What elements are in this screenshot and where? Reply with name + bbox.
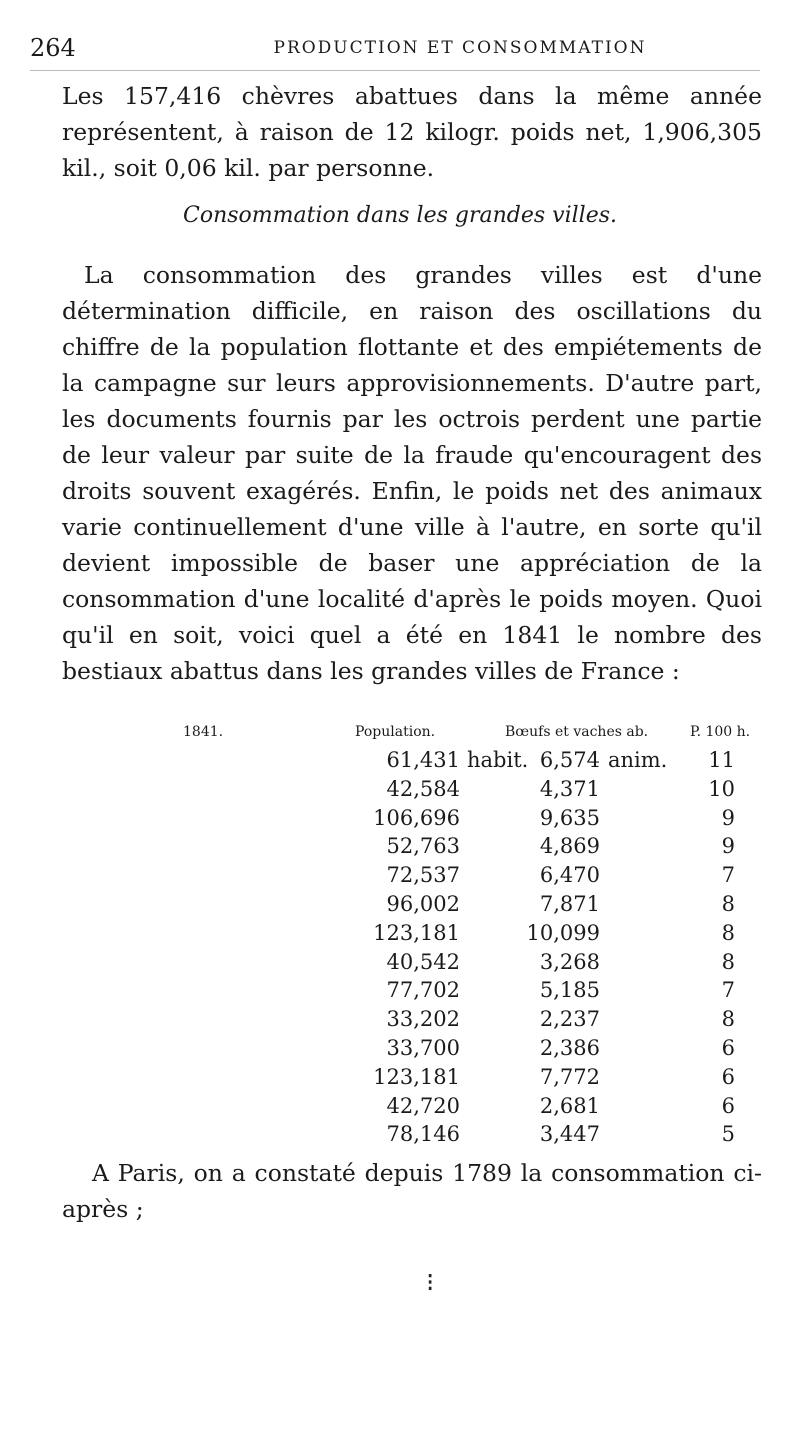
table-row [0, 1094, 800, 1123]
population-value: 33,700 [386, 1035, 460, 1060]
table-row [0, 950, 800, 979]
population-value: 106,696 [373, 805, 460, 830]
per-100-value: 11 [708, 748, 735, 772]
paragraph-goats: Les 157,416 chèvres abattues dans la même année représentent, à raison de 12 kilogr. poids net, 1,906,305 kil., soit 0,06 kil. par personne. [62, 82, 762, 182]
header-year: 1841. [183, 724, 224, 740]
table-row [0, 806, 800, 835]
header-oxen: Bœufs et vaches ab. [505, 724, 649, 740]
population-value: 72,537 [386, 863, 460, 888]
oxen-value: 9,635 [539, 805, 600, 830]
population-value: 42,584 [386, 776, 460, 801]
per-100-value: 7 [721, 863, 735, 888]
table-row [0, 978, 800, 1007]
oxen-value: 3,268 [539, 949, 600, 974]
table-row [0, 1065, 800, 1094]
population-value: 40,542 [386, 949, 460, 974]
population-value: 52,763 [386, 834, 460, 859]
page-number: 264 [30, 34, 76, 62]
paragraph-cities: La consommation des grandes villes est d'une détermination difficile, en raison des oscillations du chiffre de la population flottante et des empiétements de la campagne sur leurs approvisionnements. D'autre part, les documents fournis par les octrois perdent une partie de leur valeur par suite de la fraude qu'encouragent des droits souvent exagérés. Enfin, le poids net des animaux varie continuellement d'une ville à l'autre, en sorte qu'il devient impossible de baser une appréciation de la consommation d'une localité d'après le poids moyen. Quoi qu'il en soit, voici quel a été en 1841 le nombre des bestiaux abattus dans les grandes villes de France : [62, 261, 762, 685]
per-100-value: 6 [721, 1064, 735, 1089]
table-row [0, 921, 800, 950]
population-value: 123,181 [373, 920, 460, 945]
per-100-value: 8 [721, 949, 735, 974]
population-value: 78,146 [386, 1122, 460, 1147]
population-value: 77,702 [386, 978, 460, 1003]
oxen-value: 6,574 [539, 748, 600, 772]
table-header [0, 724, 800, 748]
table-row [0, 1122, 800, 1151]
end-mark: ⁝ [426, 1268, 435, 1298]
table-row [0, 777, 800, 806]
running-title: PRODUCTION ET CONSOMMATION [273, 38, 647, 58]
oxen-value: 7,772 [539, 1064, 600, 1089]
population-value: 33,202 [386, 1007, 460, 1032]
slaughter-table [0, 748, 800, 1151]
per-100-value: 8 [721, 891, 735, 916]
oxen-value: 4,371 [539, 776, 600, 801]
oxen-value: 6,470 [539, 863, 600, 888]
oxen-value: 4,869 [539, 834, 600, 859]
table-row [0, 1036, 800, 1065]
table-row [0, 748, 800, 777]
population-value: 96,002 [386, 891, 460, 916]
per-100-value: 10 [708, 776, 735, 801]
oxen-value: 5,185 [539, 978, 600, 1003]
unit-anim: anim. [608, 748, 668, 772]
oxen-value: 2,386 [539, 1035, 600, 1060]
oxen-value: 7,871 [539, 891, 600, 916]
population-value: 42,720 [386, 1093, 460, 1118]
unit-habit: habit. [467, 748, 529, 772]
oxen-value: 2,237 [539, 1007, 600, 1032]
table-row [0, 892, 800, 921]
population-value: 123,181 [373, 1064, 460, 1089]
page-header [30, 30, 760, 71]
per-100-value: 6 [721, 1035, 735, 1060]
per-100-value: 6 [721, 1093, 735, 1118]
section-heading: Consommation dans les grandes villes. [182, 203, 617, 228]
table-row [0, 834, 800, 863]
table-row [0, 1007, 800, 1036]
header-population: Population. [355, 724, 436, 740]
oxen-value: 3,447 [539, 1122, 600, 1147]
paragraph-paris: A Paris, on a constaté depuis 1789 la consommation ci-après ; [62, 1159, 762, 1223]
per-100-value: 9 [721, 805, 735, 830]
per-100-value: 7 [721, 978, 735, 1003]
per-100-value: 8 [721, 1007, 735, 1032]
oxen-value: 10,099 [526, 920, 600, 945]
per-100-value: 9 [721, 834, 735, 859]
per-100-value: 5 [721, 1122, 735, 1147]
population-value: 61,431 [386, 748, 460, 772]
header-per-100: P. 100 h. [690, 724, 751, 740]
oxen-value: 2,681 [539, 1093, 600, 1118]
table-row [0, 863, 800, 892]
per-100-value: 8 [721, 920, 735, 945]
